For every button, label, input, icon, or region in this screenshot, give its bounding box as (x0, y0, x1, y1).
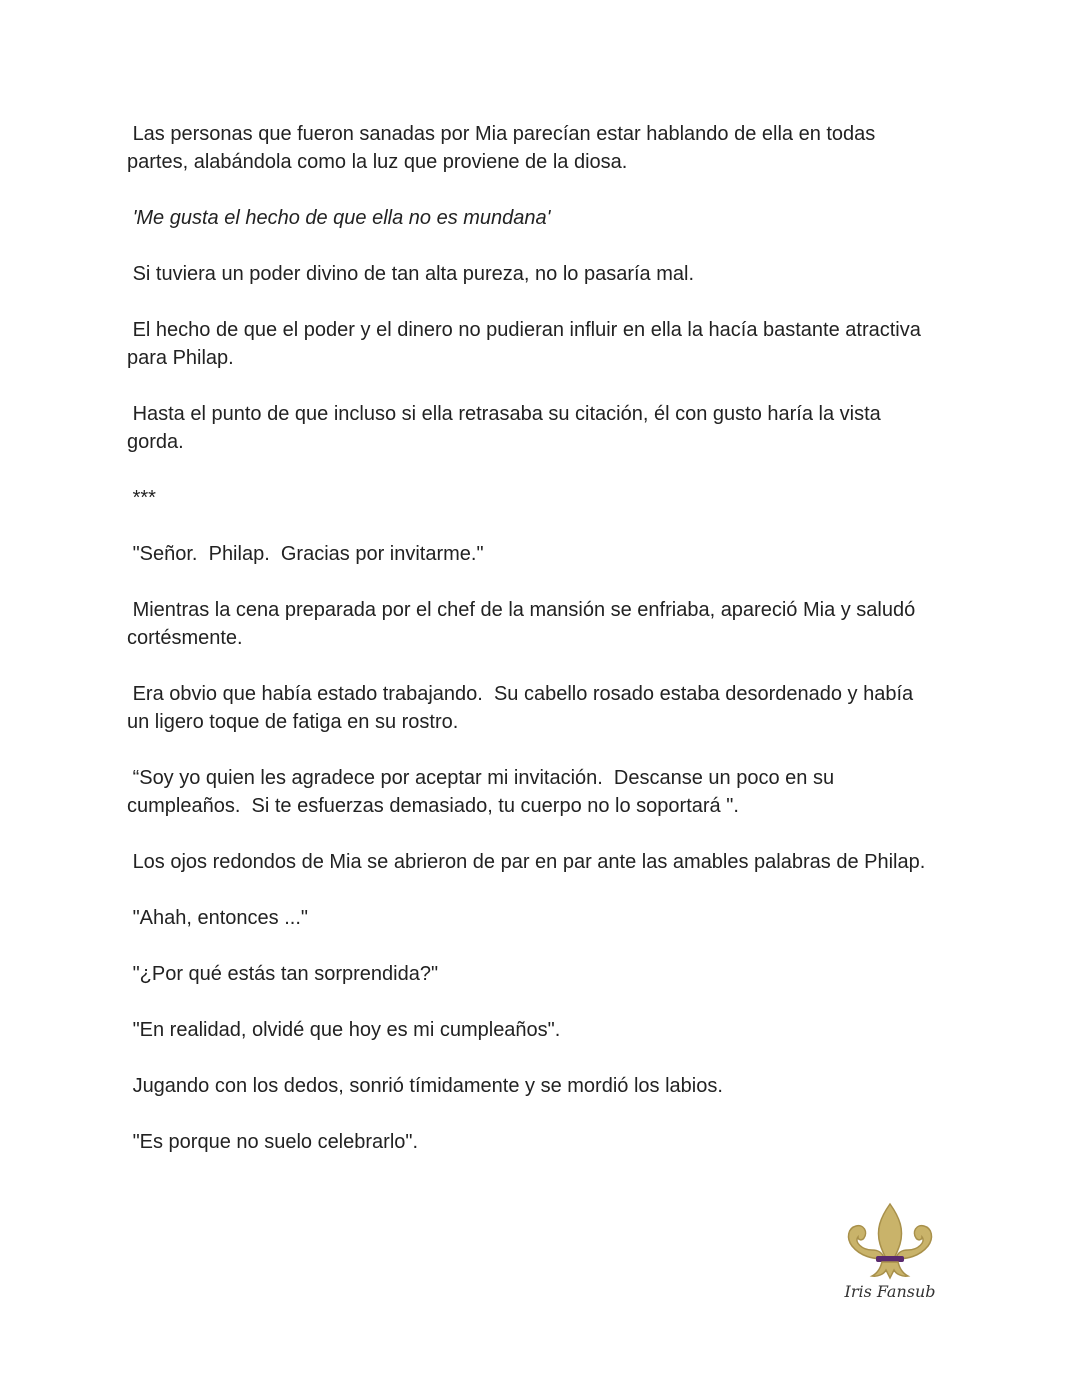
fleur-de-lis-icon (840, 1200, 940, 1282)
paragraph-thought: 'Me gusta el hecho de que ella no es mundana' (127, 207, 551, 229)
paragraph: Jugando con los dedos, sonrió tímidamente y se mordió los labios. (127, 1075, 723, 1097)
paragraph: Las personas que fueron sanadas por Mia parecían estar hablando de ella en todas partes, alabándola como la luz que proviene de la diosa. (127, 123, 881, 173)
paragraph: Los ojos redondos de Mia se abrieron de par en par ante las amables palabras de Philap. (127, 851, 926, 873)
paragraph-dialogue: "Señor. Philap. Gracias por invitarme." (127, 543, 484, 565)
document-body (127, 120, 937, 1184)
paragraph: Si tuviera un poder divino de tan alta pureza, no lo pasaría mal. (127, 263, 695, 285)
paragraph: Hasta el punto de que incluso si ella retrasaba su citación, él con gusto haría la vista gorda. (127, 403, 887, 453)
paragraph-dialogue: “Soy yo quien les agradece por aceptar mi invitación. Descanse un poco en su cumpleaños. Si te esfuerzas demasiado, tu cuerpo no lo soportará ". (127, 767, 840, 817)
logo-caption: Iris Fansub (844, 1282, 936, 1301)
watermark-logo (840, 1200, 940, 1315)
paragraph: Era obvio que había estado trabajando. Su cabello rosado estaba desordenado y había un ligero toque de fatiga en su rostro. (127, 683, 919, 733)
paragraph-dialogue: "Ahah, entonces ..." (127, 907, 308, 929)
paragraph-dialogue: "¿Por qué estás tan sorprendida?" (127, 963, 439, 985)
paragraph-dialogue: "Es porque no suelo celebrarlo". (127, 1131, 419, 1153)
paragraph: Mientras la cena preparada por el chef de la mansión se enfriaba, apareció Mia y saludó cortésmente. (127, 599, 921, 649)
paragraph-dialogue: "En realidad, olvidé que hoy es mi cumpleaños". (127, 1019, 561, 1041)
scene-break: *** (127, 487, 156, 509)
paragraph: El hecho de que el poder y el dinero no pudieran influir en ella la hacía bastante atractiva para Philap. (127, 319, 927, 369)
